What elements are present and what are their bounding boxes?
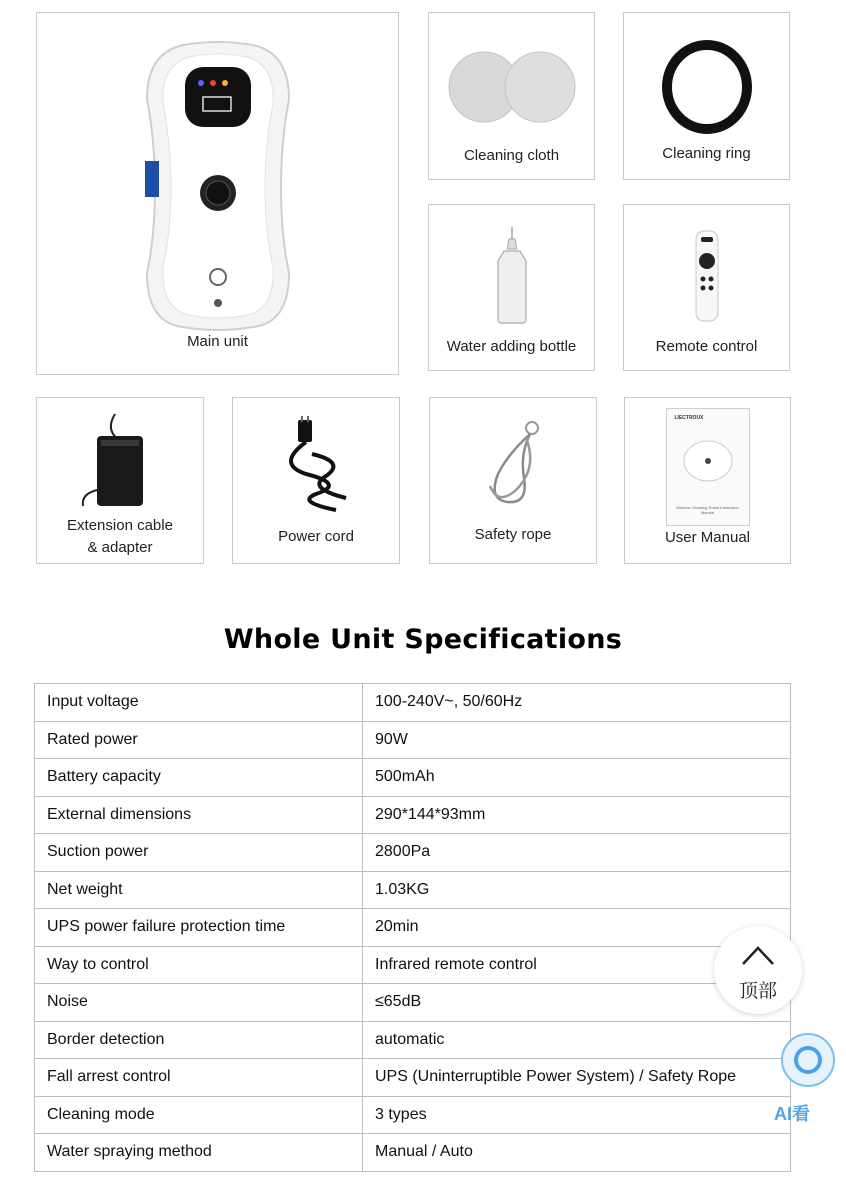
chevron-up-icon <box>741 944 775 966</box>
spec-name: Way to control <box>35 946 363 984</box>
manual-caption: Window Cleaning Robot Instruction Manual <box>676 505 739 515</box>
item-card-main-unit <box>36 12 399 375</box>
power-adapter-image <box>75 410 165 510</box>
manual-robot-image <box>681 437 735 485</box>
spec-name: Cleaning mode <box>35 1096 363 1134</box>
spec-name: External dimensions <box>35 796 363 834</box>
spec-value: 1.03KG <box>363 871 791 909</box>
item-card-cleaning-ring <box>623 12 790 180</box>
spec-row <box>35 871 791 909</box>
spec-name: Rated power <box>35 721 363 759</box>
item-label-line1: Extension cable <box>67 517 173 534</box>
ai-assistant-button[interactable] <box>770 1030 830 1150</box>
ai-assistant-label: AI看 <box>774 1104 810 1124</box>
spec-row <box>35 834 791 872</box>
spec-value: 2800Pa <box>363 834 791 872</box>
spec-name: Water spraying method <box>35 1134 363 1172</box>
spec-value: 500mAh <box>363 759 791 797</box>
spec-value: Infrared remote control <box>363 946 791 984</box>
spec-row <box>35 946 791 984</box>
item-card-extension-cable-adapter <box>36 397 204 564</box>
spec-name: Battery capacity <box>35 759 363 797</box>
spec-row <box>35 721 791 759</box>
spec-row <box>35 1134 791 1172</box>
item-label: Cleaning cloth <box>463 147 560 164</box>
spec-name: Border detection <box>35 1021 363 1059</box>
item-label: Safety rope <box>474 526 552 543</box>
cleaning-ring-image <box>662 41 752 133</box>
ai-assistant-icon <box>778 1030 818 1090</box>
spec-value: Manual / Auto <box>363 1134 791 1172</box>
item-card-user-manual <box>624 397 791 564</box>
spec-row <box>35 909 791 947</box>
item-card-water-bottle <box>428 204 595 371</box>
item-label: Water adding bottle <box>446 338 577 355</box>
item-card-cleaning-cloth <box>428 12 595 180</box>
spec-row <box>35 1096 791 1134</box>
spec-value: 100-240V~, 50/60Hz <box>363 684 791 722</box>
spec-value: 90W <box>363 721 791 759</box>
spec-name: Fall arrest control <box>35 1059 363 1097</box>
spec-name: Suction power <box>35 834 363 872</box>
item-label: Cleaning ring <box>662 145 751 162</box>
spec-row <box>35 796 791 834</box>
back-to-top-button[interactable] <box>714 926 802 1014</box>
spec-value: 20min <box>363 909 791 947</box>
section-title: Whole Unit Specifications <box>223 624 623 655</box>
item-label: User Manual <box>664 529 751 546</box>
spec-name: Noise <box>35 984 363 1022</box>
cleaning-cloth-image <box>447 51 577 123</box>
spec-row <box>35 1059 791 1097</box>
spec-name: UPS power failure protection time <box>35 909 363 947</box>
power-cord-image <box>266 414 366 514</box>
spec-name: Net weight <box>35 871 363 909</box>
spec-row <box>35 684 791 722</box>
item-card-remote-control <box>623 204 790 371</box>
manual-brand: LIECTROUX <box>674 415 704 421</box>
safety-rope-image <box>468 414 558 510</box>
specs-table <box>34 683 791 1172</box>
spec-row <box>35 1021 791 1059</box>
water-bottle-image <box>492 225 532 325</box>
spec-value: 290*144*93mm <box>363 796 791 834</box>
spec-value: automatic <box>363 1021 791 1059</box>
item-label: Main unit <box>187 333 248 350</box>
window-robot-image <box>143 41 293 331</box>
item-card-power-cord <box>232 397 400 564</box>
remote-control-image <box>694 229 720 323</box>
item-label-line2: & adapter <box>87 539 153 556</box>
user-manual-image <box>666 408 750 526</box>
spec-value: UPS (Uninterruptible Power System) / Safety Rope <box>363 1059 791 1097</box>
item-label: Remote control <box>655 338 758 355</box>
item-card-safety-rope <box>429 397 597 564</box>
spec-name: Input voltage <box>35 684 363 722</box>
spec-value: ≤65dB <box>363 984 791 1022</box>
spec-row <box>35 984 791 1022</box>
spec-row <box>35 759 791 797</box>
spec-value: 3 types <box>363 1096 791 1134</box>
item-label: Power cord <box>278 528 354 545</box>
back-to-top-label: 顶部 <box>738 981 777 1002</box>
